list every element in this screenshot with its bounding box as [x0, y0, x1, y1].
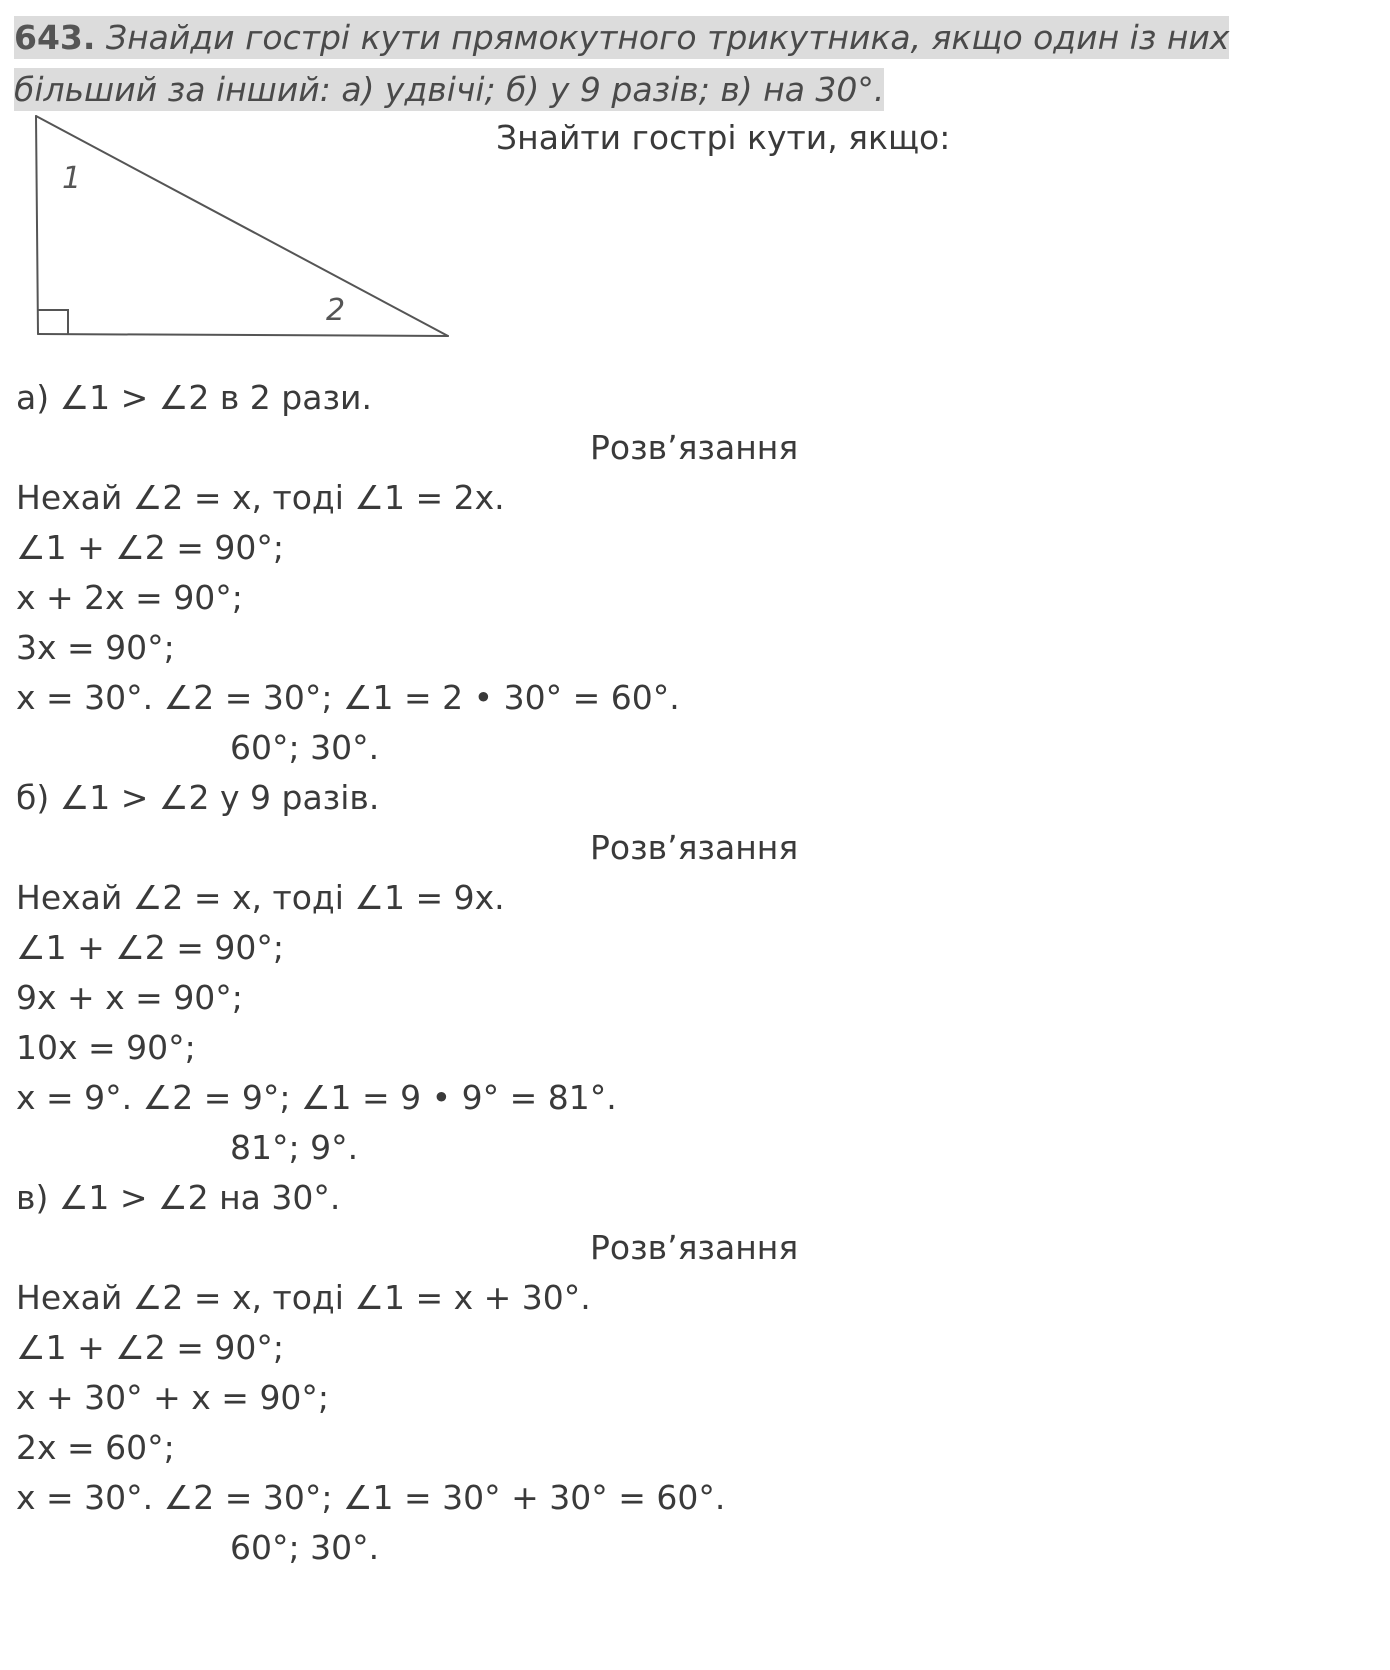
case-a-condition: а) ∠1 > ∠2 в 2 рази. [16, 378, 372, 417]
solution-b-line-4: 10x = 90°; [16, 1028, 196, 1067]
solution-a-line-3: x + 2x = 90°; [16, 578, 243, 617]
triangle-vertical-leg [36, 116, 38, 334]
answer-c: 60°; 30°. [230, 1528, 380, 1567]
solution-b-line-2: ∠1 + ∠2 = 90°; [16, 928, 285, 967]
problem-statement [14, 12, 1374, 116]
solution-b-line-5: x = 9°. ∠2 = 9°; ∠1 = 9 • 9° = 81°. [16, 1078, 617, 1117]
solution-a-line-5: x = 30°. ∠2 = 30°; ∠1 = 2 • 30° = 60°. [16, 678, 680, 717]
right-triangle-diagram [20, 110, 460, 350]
angle-2-label: 2 [326, 293, 346, 328]
answer-b: 81°; 9°. [230, 1128, 359, 1167]
angle-1-label: 1 [62, 161, 82, 196]
problem-line-2: більший за інший: а) удвічі; б) у 9 разів; в) на 30°. [14, 70, 885, 109]
problem-number: 643. [14, 18, 96, 57]
triangle-horizontal-leg [38, 334, 448, 336]
case-c-condition: в) ∠1 > ∠2 на 30°. [16, 1178, 341, 1217]
problem-line-1 [14, 16, 1229, 59]
solution-a-line-4: 3x = 90°; [16, 628, 175, 667]
solution-heading-c: Розв’язання [590, 1228, 799, 1267]
solution-c-line-1: Нехай ∠2 = x, тоді ∠1 = x + 30°. [16, 1278, 591, 1317]
solution-b-line-3: 9x + x = 90°; [16, 978, 243, 1017]
triangle-hypotenuse [36, 116, 448, 336]
solution-heading-a: Розв’язання [590, 428, 799, 467]
solution-c-line-4: 2x = 60°; [16, 1428, 175, 1467]
right-angle-mark [38, 310, 68, 334]
solution-c-line-5: x = 30°. ∠2 = 30°; ∠1 = 30° + 30° = 60°. [16, 1478, 726, 1517]
solution-heading-b: Розв’язання [590, 828, 799, 867]
solution-a-line-2: ∠1 + ∠2 = 90°; [16, 528, 285, 567]
solution-a-line-1: Нехай ∠2 = x, тоді ∠1 = 2x. [16, 478, 505, 517]
problem-text-1: Знайди гострі кути прямокутного трикутника, якщо один із них [95, 18, 1230, 57]
answer-a: 60°; 30°. [230, 728, 380, 767]
solution-c-line-2: ∠1 + ∠2 = 90°; [16, 1328, 285, 1367]
find-acute-angles-label: Знайти гострі кути, якщо: [496, 118, 951, 157]
case-b-condition: б) ∠1 > ∠2 у 9 разів. [16, 778, 380, 817]
solution-b-line-1: Нехай ∠2 = x, тоді ∠1 = 9x. [16, 878, 505, 917]
solution-c-line-3: x + 30° + x = 90°; [16, 1378, 330, 1417]
